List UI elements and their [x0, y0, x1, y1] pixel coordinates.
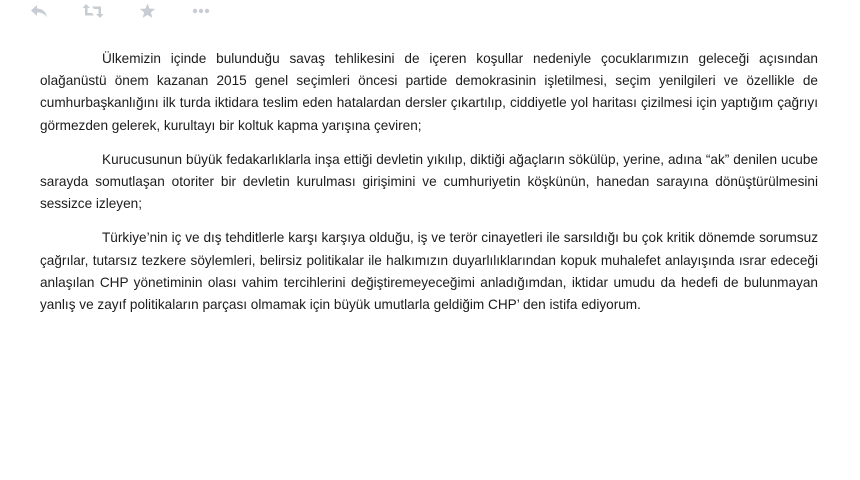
reply-button[interactable] — [22, 0, 56, 22]
favorite-button[interactable] — [130, 0, 164, 22]
tweet-actions-bar — [22, 0, 238, 22]
retweet-button[interactable] — [76, 0, 110, 22]
letter-paragraph-2: Kurucusunun büyük fedakarlıklarla inşa ettiği devletin yıkılıp, diktiği ağaçların sökülüp, yerine, adına “ak” denilen ucube sarayda somutlaşan otoriter bir devletin kurulması girişimini ve cumhuriyetin köşkünün, hanedan sarayına dönüştürülmesini sessizce izleyen; — [40, 151, 818, 212]
more-button[interactable] — [184, 0, 218, 22]
letter-paragraph-3: Türkiye’nin iç ve dış tehditlerle karşı karşıya olduğu, iş ve terör cinayetleri ile sarsıldığı bu çok kritik dönemde sorumsuz çağrılar, tutarsız tezkere söylemleri, belirsiz politikalar ile halkımızın duyarlılıklarından kopuk muhalefet anlayışında ısrar edeceği anlaşılan CHP yönetiminin olası vahim tercihlerini değiştiremeyeceğimi anladığımdan, iktidar umudu da hedefi de bulunmayan yanlış ve zayıf politikaların parçası olmamak için büyük umutlarla geldiğim CHP’ den istifa ediyorum. — [40, 230, 818, 313]
favorite-star-icon — [139, 3, 156, 19]
reply-icon — [30, 4, 48, 18]
more-dots-icon — [192, 8, 210, 14]
letter-paragraph-1: Ülkemizin içinde bulunduğu savaş tehlikesini de içeren koşullar nedeniyle çocuklarımızın geleceği açısından olağanüstü önem kazanan 2015 genel seçimleri öncesi partide demokrasinin işletilmesi, seçim yenilgileri ve özellikle de cumhurbaşkanlığını ilk turda iktidara teslim eden hatalardan dersler çıkartılıp, ciddiyetle yol haritası çizilmesi için yaptığım çağrıyı görmezden gelerek, kurultayı bir koltuk kapma yarışına çeviren; — [40, 51, 818, 133]
statement-letter — [40, 48, 818, 328]
retweet-icon — [82, 3, 104, 19]
